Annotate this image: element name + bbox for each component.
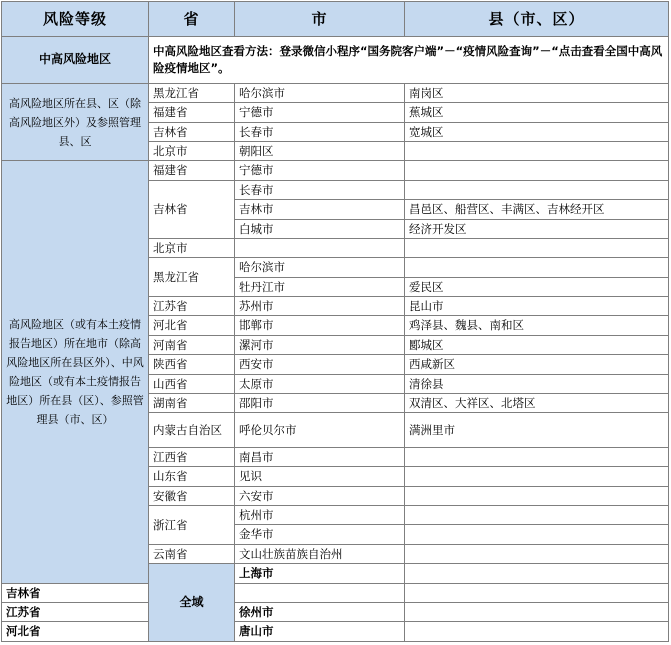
province-cell: 河北省: [2, 622, 149, 642]
county-cell: 宽城区: [405, 122, 669, 141]
county-cell: [405, 602, 669, 621]
city-cell: 呼伦贝尔市: [235, 413, 405, 448]
province-cell: 内蒙古自治区: [149, 413, 235, 448]
county-cell: [405, 180, 669, 199]
city-cell: 朝阳区: [235, 142, 405, 161]
risk-level-cell: 高风险地区所在县、区（除高风险地区外）及参照管理县、区: [2, 83, 149, 161]
province-cell: 吉林省: [2, 583, 149, 602]
city-cell: 南昌市: [235, 447, 405, 466]
county-cell: 郾城区: [405, 335, 669, 354]
province-cell: 北京市: [149, 238, 235, 257]
county-cell: [405, 622, 669, 642]
province-cell: 江苏省: [2, 602, 149, 621]
province-cell: 河南省: [149, 335, 235, 354]
county-cell: [405, 161, 669, 180]
province-cell: 黑龙江省: [149, 83, 235, 102]
county-cell: [405, 238, 669, 257]
county-cell: 西咸新区: [405, 355, 669, 374]
province-cell: 云南省: [149, 544, 235, 563]
county-cell: 南岗区: [405, 83, 669, 102]
city-cell: 邯郸市: [235, 316, 405, 335]
city-cell: 漯河市: [235, 335, 405, 354]
county-cell: 昌邑区、船营区、丰满区、吉林经开区: [405, 200, 669, 219]
county-cell: 满洲里市: [405, 413, 669, 448]
city-cell: [235, 238, 405, 257]
county-cell: [405, 467, 669, 486]
header-risk-level: 风险等级: [2, 2, 149, 37]
county-cell: 经济开发区: [405, 219, 669, 238]
city-cell: 吉林市: [235, 200, 405, 219]
province-cell: 陕西省: [149, 355, 235, 374]
table-row: [2, 161, 669, 180]
city-cell: 徐州市: [235, 602, 405, 621]
province-cell: 吉林省: [149, 180, 235, 238]
county-cell: [405, 258, 669, 277]
county-cell: 昆山市: [405, 297, 669, 316]
city-cell: 苏州市: [235, 297, 405, 316]
province-cell: 山西省: [149, 374, 235, 393]
city-cell: 见识: [235, 467, 405, 486]
county-cell: [405, 486, 669, 505]
risk-level-cell: 高风险地区（或有本土疫情报告地区）所在地市（除高风险地区所在县区外）、中风险地区（或有本土疫情报告地区）所在县（区）、参照管理县（市、区）: [2, 161, 149, 583]
city-cell: 西安市: [235, 355, 405, 374]
city-cell: 金华市: [235, 525, 405, 544]
city-cell: 邵阳市: [235, 393, 405, 412]
province-cell: 北京市: [149, 142, 235, 161]
header-city: 市: [235, 2, 405, 37]
city-cell: 文山壮族苗族自治州: [235, 544, 405, 563]
province-cell: 吉林省: [149, 122, 235, 141]
table-row: [2, 583, 669, 602]
county-cell: 鸡泽县、魏县、南和区: [405, 316, 669, 335]
province-cell: 浙江省: [149, 506, 235, 545]
province-cell: 山东省: [149, 467, 235, 486]
county-cell: [405, 447, 669, 466]
county-cell: [405, 544, 669, 563]
county-cell: [405, 525, 669, 544]
province-cell: 安徽省: [149, 486, 235, 505]
city-cell: 杭州市: [235, 506, 405, 525]
city-cell: [405, 564, 669, 583]
city-cell: 牡丹江市: [235, 277, 405, 296]
province-cell: 上海市: [235, 564, 405, 583]
risk-level-cell: 中高风险地区: [2, 37, 149, 84]
province-cell: 江西省: [149, 447, 235, 466]
city-cell: 长春市: [235, 180, 405, 199]
city-cell: 宁德市: [235, 103, 405, 122]
city-cell: 哈尔滨市: [235, 258, 405, 277]
table-row: [2, 622, 669, 642]
county-cell: [405, 583, 669, 602]
city-cell: 白城市: [235, 219, 405, 238]
city-cell: 哈尔滨市: [235, 83, 405, 102]
county-cell: 爱民区: [405, 277, 669, 296]
county-cell: 蕉城区: [405, 103, 669, 122]
province-cell: 黑龙江省: [149, 258, 235, 297]
province-cell: 江苏省: [149, 297, 235, 316]
city-cell: 长春市: [235, 122, 405, 141]
county-cell: 清徐县: [405, 374, 669, 393]
county-cell: 双清区、大祥区、北塔区: [405, 393, 669, 412]
table-row: [2, 37, 669, 84]
city-cell: 唐山市: [235, 622, 405, 642]
header-row: [2, 2, 669, 37]
city-cell: 六安市: [235, 486, 405, 505]
city-cell: 宁德市: [235, 161, 405, 180]
lookup-method-note: 中高风险地区查看方法：登录微信小程序“国务院客户端”－“疫情风险查询”－“点击查看全国中高风险疫情地区”。: [149, 37, 669, 84]
county-cell: [405, 506, 669, 525]
risk-area-table: [1, 1, 669, 642]
table-row: [2, 602, 669, 621]
city-cell: 太原市: [235, 374, 405, 393]
province-cell: 福建省: [149, 103, 235, 122]
province-cell: 福建省: [149, 161, 235, 180]
province-cell: 湖南省: [149, 393, 235, 412]
city-cell: [235, 583, 405, 602]
table-row: [2, 83, 669, 102]
header-county: 县（市、区）: [405, 2, 669, 37]
risk-level-cell: 全域: [149, 564, 235, 642]
county-cell: [405, 142, 669, 161]
header-province: 省: [149, 2, 235, 37]
province-cell: 河北省: [149, 316, 235, 335]
